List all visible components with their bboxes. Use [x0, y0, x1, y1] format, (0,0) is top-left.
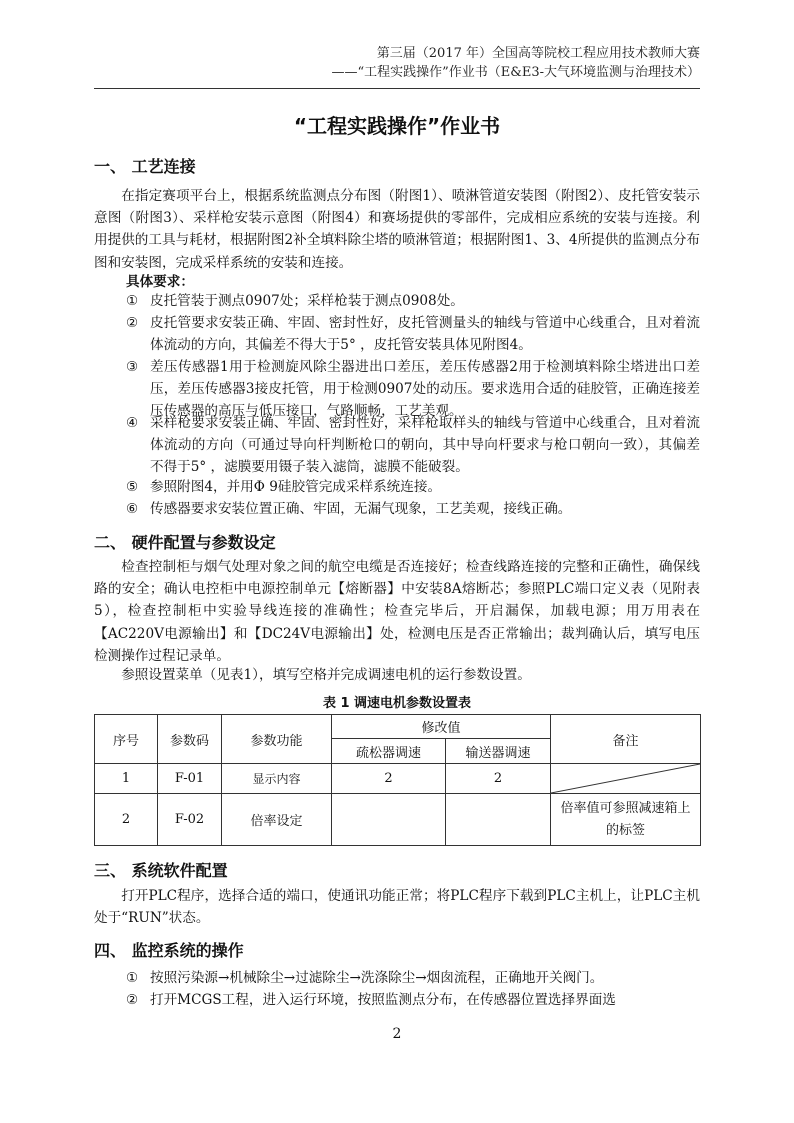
table-row [95, 764, 701, 794]
header-note: 备注 [551, 715, 701, 764]
section-1-paragraph: 在指定赛项平台上，根据系统监测点分布图（附图1）、喷淋管道安装图（附图2）、皮托管安装示意图（附图3）、采样枪安装示意图（附图4）和赛场提供的零部件，完成相应系统的安装与连接。利用提供的工具与耗材，根据附图2补全填料除尘塔的喷淋管道；根据附图1、3、4所提供的监测点分布图和安装图，完成采样系统的安装和连接。 [94, 188, 700, 271]
section-2-paragraph-2: 参照设置菜单（见表1），填写空格并完成调速电机的运行参数设置。 [121, 667, 531, 683]
section-heading-4: 四、 监控系统的操作 [94, 941, 244, 960]
list-item-text: 参照附图4，并用Φ 9硅胶管完成采样系统连接。 [150, 479, 442, 495]
header-line-1: 第三届（2017 年）全国高等院校工程应用技术教师大赛 [376, 46, 700, 61]
section-heading-1: 一、 工艺连接 [94, 157, 196, 176]
table-caption: 表 1 调速电机参数设置表 [322, 696, 472, 711]
list-item-text: 按照污染源→机械除尘→过滤除尘→洗涤除尘→烟囱流程，正确地开关阀门。 [150, 970, 604, 986]
header-function: 参数功能 [222, 715, 332, 764]
list-item-number: ② [126, 992, 139, 1008]
page-number: 2 [392, 1026, 402, 1042]
cell-note-empty [551, 764, 701, 794]
list-item [126, 412, 700, 479]
list-item [126, 312, 700, 356]
list-item-number: ① [126, 293, 139, 309]
header-conveyor-speed: 输送器调速 [446, 739, 551, 764]
running-header [331, 44, 700, 82]
diagonal-slash [551, 764, 700, 793]
list-item-text: 差压传感器1用于检测旋风除尘器进出口差压，差压传感器2用于检测填料除尘塔进出口差压，差压传感器3接皮托管，用于检测0907处的动压。要求选用合适的硅胶管，正确连接差压传感器的高压与低压接口，气路顺畅，工艺美观。 [150, 359, 700, 420]
header-modified-value: 修改值 [332, 715, 551, 739]
list-item-text: 皮托管装于测点0907处；采样枪装于测点0908处。 [150, 293, 464, 309]
list-item-number: ② [126, 315, 139, 331]
cell-conveyor-speed: 2 [446, 764, 551, 794]
cell-code: F-01 [158, 764, 222, 794]
header-seq: 序号 [95, 715, 158, 764]
list-item [126, 498, 700, 520]
list-item-text: 传感器要求安装位置正确、牢固，无漏气现象，工艺美观，接线正确。 [150, 501, 572, 517]
list-item [126, 290, 700, 312]
header-line-2: ——“工程实践操作”作业书（E&E3-大气环境监测与治理技术） [331, 65, 700, 80]
header-loosener-speed: 疏松器调速 [332, 739, 446, 764]
list-item-number: ③ [126, 359, 139, 375]
section-heading-3: 三、 系统软件配置 [94, 861, 228, 880]
cell-seq: 1 [95, 764, 158, 794]
document-title: “工程实践操作”作业书 [293, 114, 501, 138]
list-item-text: 采样枪要求安装正确、牢固、密封性好，采样枪取样头的轴线与管道中心线重合，且对着流体流动的方向（可通过导向杆判断枪口的朝向，其中导向杆要求与枪口朝向一致），其偏差不得于5° ，滤膜要用镊子装入滤筒，滤膜不能破裂。 [150, 415, 700, 476]
section-2-paragraph-1: 检查控制柜与烟气处理对象之间的航空电缆是否连接好；检查线路连接的完整和正确性，确保线路的安全；确认电控柜中电源控制单元【熔断器】中安装8A熔断芯；参照PLC端口定义表（见附表5），检查控制柜中实验导线连接的准确性；检查完毕后，开启漏保，加载电源；用万用表在【AC220V电源输出】和【DC24V电源输出】处，检测电压是否正常输出；裁判确认后，填写电压检测操作过程记录单。 [94, 559, 700, 664]
cell-loosener-speed [332, 794, 446, 846]
list-item-text: 皮托管要求安装正确、牢固、密封性好，皮托管测量头的轴线与管道中心线重合，且对着流体流动的方向，其偏差不得大于5° ，皮托管安装具体见附图4。 [150, 315, 700, 354]
requirements-label: 具体要求： [126, 274, 194, 290]
cell-conveyor-speed [446, 794, 551, 846]
list-item-number: ④ [126, 415, 139, 431]
cell-function: 显示内容 [222, 764, 332, 794]
header-code: 参数码 [158, 715, 222, 764]
list-item-number: ⑤ [126, 479, 139, 495]
header-rule [94, 88, 700, 89]
list-item-number: ① [126, 970, 139, 986]
list-item [126, 476, 700, 498]
section-heading-2: 二、 硬件配置与参数设定 [94, 533, 276, 552]
list-item-number: ⑥ [126, 501, 139, 517]
cell-function: 倍率设定 [222, 794, 332, 846]
list-item [126, 989, 700, 1011]
cell-code: F-02 [158, 794, 222, 846]
parameter-table [94, 714, 701, 846]
section-3-paragraph: 打开PLC程序，选择合适的端口，使通讯功能正常；将PLC程序下载到PLC主机上，让PLC主机处于“RUN”状态。 [94, 888, 700, 927]
list-item-text: 打开MCGS工程，进入运行环境，按照监测点分布，在传感器位置选择界面选 [150, 992, 616, 1008]
cell-note: 倍率值可参照减速箱上的标签 [551, 794, 701, 846]
list-item [126, 967, 700, 989]
table-row [95, 794, 701, 846]
cell-loosener-speed: 2 [332, 764, 446, 794]
cell-seq: 2 [95, 794, 158, 846]
